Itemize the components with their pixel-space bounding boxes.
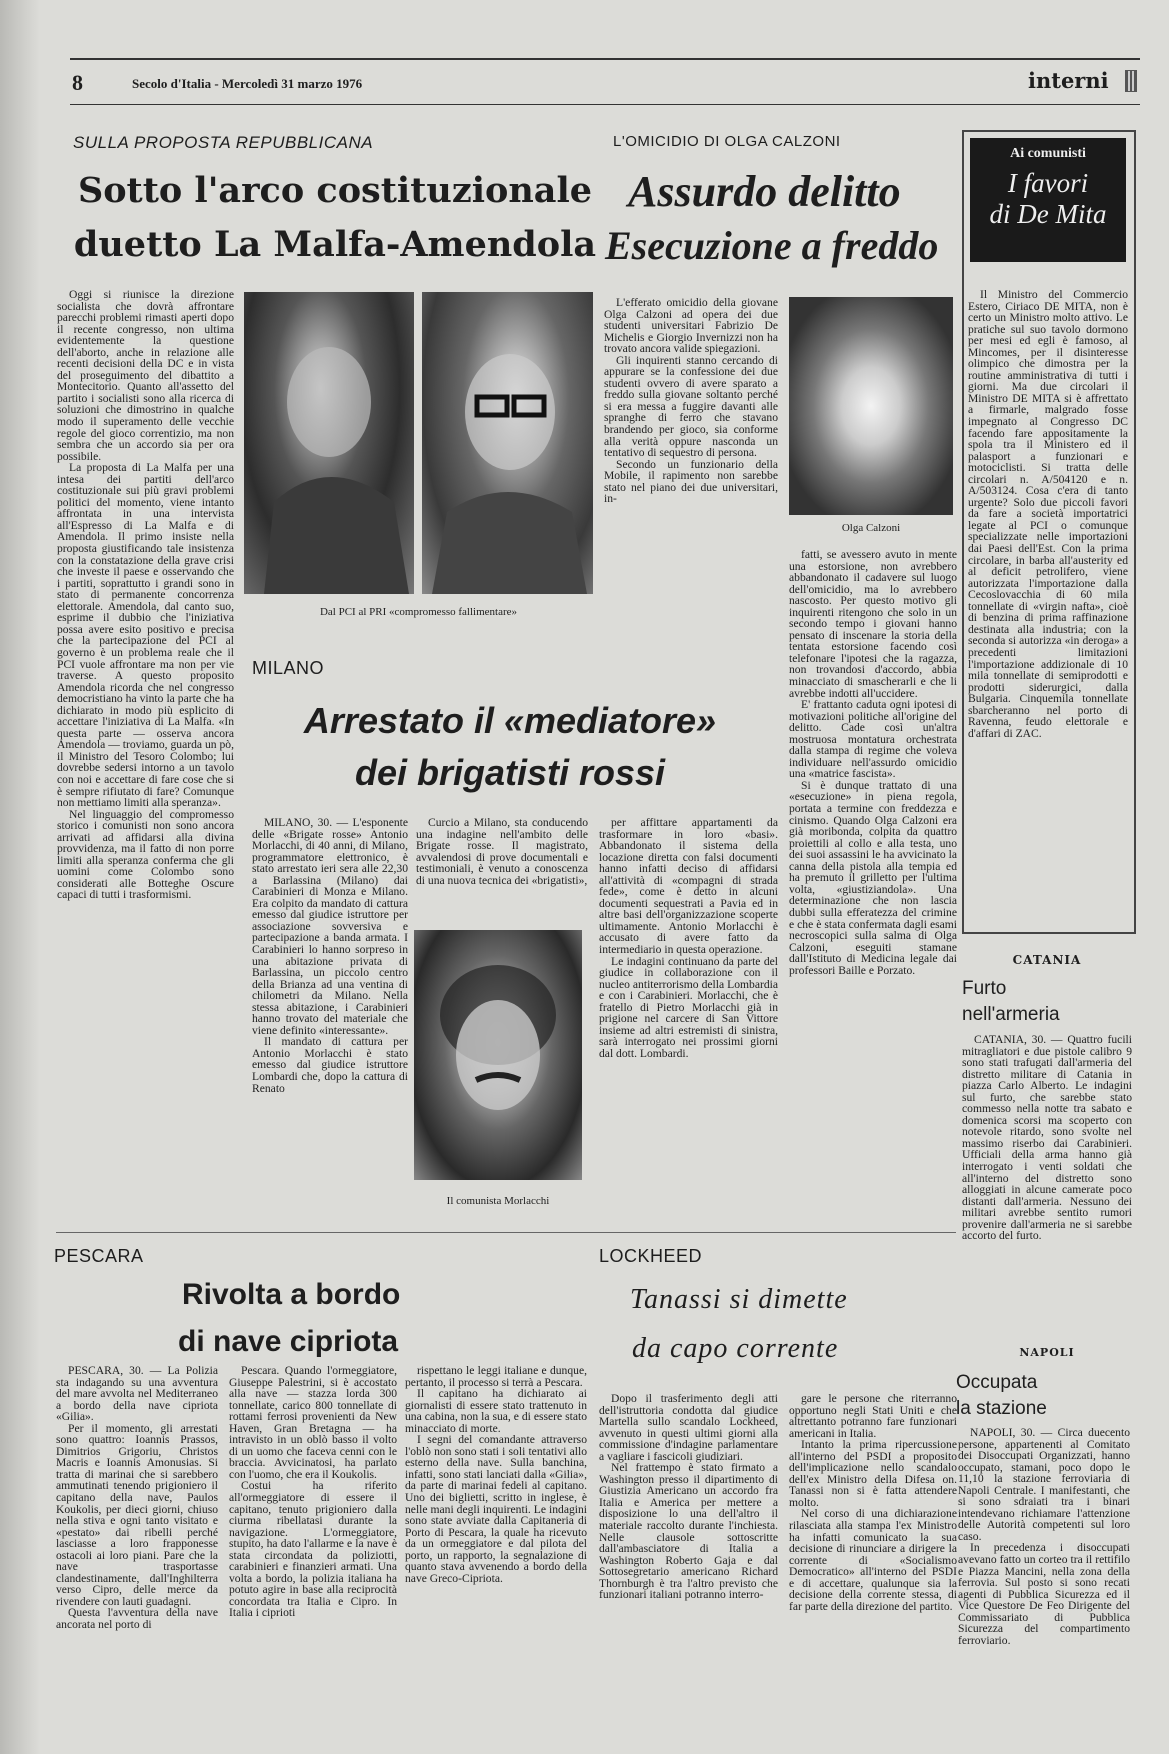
headline: Arrestato il «mediatore»: [303, 700, 717, 741]
article-column: [56, 1365, 218, 1730]
paragraph: I segni del comandante attraverso l'oblò non sono stati i soli tentativi allo esterno della nave. Sulla banchina, infatti, sono stati lanciati dalla «Gilia», da parte di marinai fedeli al capitano. Uno dei biglietti, scritto in inglese, è nelle mani degli inquirenti. Le indagini sono state avviate dalla Capitaneria di Porto di Pescara, la quale ha ricevuto da un ormeggiatore e dal pilota del porto, un rapporto, la segnalazione di quanto stava avvenendo a bordo della nave Greco-Cipriota.: [405, 1433, 587, 1585]
paragraph: MILANO, 30. — L'esponente delle «Brigate rosse» Antonio Morlacchi, di 40 anni, di Milano, programmatore elettronico, è stato arrestato ieri sera alle 22,30 a Barlassina (Milano) dai Carabinieri di Monza e Milano. Era colpito da mandato di cattura emesso dal giudice istruttore per associazione sovversiva e partecipazione a banda armata. I Carabinieri lo hanno sorpreso in una abitazione privata di Barlassina, un piccolo centro della Brianza ad una ventina di chilometri da Milano. Nella stessa abitazione, i Carabinieri hanno trovato del materiale che viene definito «interessante».: [252, 816, 408, 1037]
headline: di De Mita: [989, 199, 1107, 229]
paragraph: Secondo un funzionario della Mobile, il rapimento non sarebbe stato nel piano dei due universitari, in-: [604, 457, 778, 506]
article-column: [57, 289, 234, 1204]
headline: Furto: [962, 978, 1007, 999]
article-column: [968, 289, 1128, 921]
kicker: Ai comunisti: [1010, 146, 1086, 161]
paragraph: Il capitano ha dichiarato ai giornalisti di essere stato trattenuto in una cabina, non la sua, e di essere stato minacciato di morte.: [405, 1387, 587, 1435]
headline: Assurdo delitto: [628, 167, 901, 216]
sidebar-header: [970, 138, 1126, 262]
section-divider: [56, 1232, 956, 1233]
photo-olga-calzoni: [789, 297, 953, 515]
paragraph: Costui ha riferito all'ormeggiatore di essere il capitano, tenuto prigioniero dalla ciurma ribellatasi durante la navigazione. L'ormeggiatore, stupito, ha dato l'allarme e la nave è stata circondata da poliziotti, carabinieri e finanzieri armati. Una volta a bordo, la polizia italiana ha potuto agire in base alla reciprocità concordata tra Italia e Cipro. In Italia i ciprioti: [229, 1479, 397, 1620]
photo-caption: Dal PCI al PRI «compromesso fallimentare»: [319, 606, 518, 618]
paragraph: La proposta di La Malfa per una intesa dei partiti dell'arco costituzionale sui più gravi problemi politici del momento, viene intanto affrontata in una intervista all'Espresso di La Malfa e di Amendola. Il primo insiste nella proposta giustificando tale insistenza con la constatazione della grave crisi che investe il paese e osservando che i partiti, soprattutto i grandi sono in stato di permanente concorrenza elettorale. Amendola, dal canto suo, esprime il dubbio che l'iniziativa possa avere esito positivo e precisa che la partecipazione del PCI al governo è un problema reale che il PCI vuole affrontare ma non per vie traverse. A questo proposito Amendola ricorda che nel congresso democristiano ha vinto la parte che ha dichiarato in modo più esplicito di accettare l'iniziativa di La Malfa. «In questa parte — osserva ancora Amendola — troviamo, guarda un pò, il Ministro del Tesoro Colombo; lui dovrebbe sedersi intorno a un tavolo con noi e accettare di fare cose che si è sempre rifiutato di fare? Comunque non mettiamo limiti alla speranza».: [57, 461, 234, 810]
paragraph: PESCARA, 30. — La Polizia sta indagando su una avventura del mare avvolta nel Mediterraneo a bordo della nave cipriota «Gilia».: [56, 1364, 218, 1424]
headline: la stazione: [956, 1398, 1047, 1419]
paragraph: rispettano le leggi italiane e dunque, pertanto, il processo si terrà a Pescara.: [405, 1364, 587, 1389]
paragraph: In precedenza i disoccupati avevano fatto un corteo tra il rettifilo e Piazza Mancini, nella zona della ferrovia. Sul posto si sono recati agenti di Pubblica Sicurezza ed il Vice Questore De Feo Dirigente del Commissariato di Pubblica Sicurezza del compartimento ferroviario.: [958, 1541, 1130, 1647]
article-column: [599, 1393, 778, 1730]
portrait-icon: [244, 292, 414, 594]
header-top-rule: [70, 58, 1140, 60]
section-label: interni: [1028, 68, 1109, 93]
paragraph: Si è dunque trattato di una «esecuzione» in piena regola, portata a termine con freddezza e cinismo. Quando Olga Calzoni era già moribonda, colpita da quattro proiettili al collo e alla testa, uno dei suoi assassini le ha avvicinato la canna della pistola alla tempia ed ha premuto il grilletto per l'ultima volta, «giustiziandola». Una determinazione che non lascia dubbi sulla efferatezza del crimine e che è stata confermata dagli esami necroscopici sulla salma di Olga Calzoni, eseguiti stamane dall'Istituto di Medicina legale dai professori Baille e Porzato.: [789, 778, 957, 977]
headline: duetto La Malfa-Amendola: [73, 224, 597, 265]
article-column: [789, 549, 957, 1204]
paragraph: Nel frattempo è stato firmato a Washington presso il dipartimento di Giustizia Americano un accordo fra Italia e America per mettere a disposizione lo una dell'altro il materiale raccolto durante l'inchiesta. Nelle clausole sottoscritte dall'ambasciatore di Italia a Washington Roberto Gaja e dal Sottosegretario americano Richard Thornburgh è tra l'altro previsto che funzionari italiani potranno interro-: [599, 1461, 778, 1602]
headline: I favori: [1007, 168, 1089, 198]
article-column: [252, 817, 408, 1204]
paragraph: E' frattanto caduta ogni ipotesi di motivazioni politiche all'origine del delitto. Cade così un'altra mostruosa montatura orchestrata dalla stampa di regime che voleva individuare nell'assurdo omicidio una «matrice fascista».: [789, 698, 957, 781]
paragraph: gare le persone che riterranno opportuno negli Stati Uniti e che altrettanto potranno fare funzionari americani in Italia.: [789, 1392, 957, 1440]
headline: da capo corrente: [632, 1333, 839, 1364]
kicker: SULLA PROPOSTA REPUBBLICANA: [73, 133, 374, 152]
headline: Sotto l'arco costituzionale: [77, 170, 593, 211]
headline: Occupata: [956, 1372, 1038, 1393]
paragraph: Dopo il trasferimento degli atti dell'istruttoria condotta dal giudice Martella sullo scandalo Lockheed, avvenuto in questi ultimi giorni alla commissione d'indagine parlamentare a vagliare i fascicoli giudiziari.: [599, 1392, 778, 1463]
article-column: [416, 817, 588, 917]
article-column: [604, 297, 778, 717]
paragraph: fatti, se avessero avuto in mente una estorsione, non avrebbero abbandonato il cadavere sul luogo dell'omicidio, ma lo avrebbero nascosto. Per questo motivo gli inquirenti ritengono che solo in un secondo tempo i giovani hanno pensato di inscenare la storia della tentata estorsione facendo così telefonare l'ipotesi che la ragazza, non trovandosi d'accordo, abbia minacciato di smascherarli e che li avrebbe indotti all'uccidere.: [789, 548, 957, 700]
paragraph: L'efferato omicidio della giovane Olga Calzoni ad opera dei due studenti universitari Fabrizio De Michelis e Giorgio Invernizzi non ha trovato ancora valide spiegazioni.: [604, 296, 778, 356]
paragraph: Nel linguaggio del compromesso storico i comunisti non sono ancora arrivati ad affidarsi alla divina provvidenza, ma il fatto di non porre limiti alla speranza conferma che gli uomini come Colombo sono considerati alle Botteghe Oscure capaci di tutti i trasformismi.: [57, 807, 234, 902]
paragraph: CATANIA, 30. — Quattro fucili mitragliatori e due pistole calibro 9 sono stati trafugati dall'armeria del distretto militare di Catania in piazza Carlo Alberto. Le indagini sul furto, che sarebbe stato commesso nella notte tra sabato e domenica scorsi ma scoperto con notevole ritardo, sono svolte nel massimo riserbo dai Carabinieri. Ufficiali della arma hanno già interrogato i venti soldati che all'interno del distretto sono alloggiati in alcune camerate poco distanti dall'armeria. Nessuno dei militari avrebbe sentito rumori provenire dall'armeria ne si sarebbe accorto del furto.: [962, 1033, 1132, 1243]
paragraph: Oggi si riunisce la direzione socialista che dovrà affrontare parecchi problemi rimasti aperti dopo il recente congresso, non ultima evidentemente la questione dell'aborto, anche in relazione alle recenti decisioni della DC e in vista del proseguimento del dibattito a Montecitorio. Quanto all'assetto del partito i socialisti sono alla ricerca di soluzioni che dimostrino in qualche modo il superamento delle vecchie regole del gioco correntizio, ma non sembra che un accordo sia per ora possibile.: [57, 288, 234, 463]
dateline: CATANIA: [1012, 953, 1082, 967]
paragraph: Per il momento, gli arrestati sono quattro: Ioannis Prassos, Dimitrios Grigoriu, Christos Macris e Ioannis Amonusias. Si tratta di marinai che si sarebbero ammutinati tenendo prigioniero il capitano della nave, Paulos Koukolis, per dieci giorni, chiuso nella stiva e ogni tanto visitato e «pestato» dai ribelli perché lasciasse a loro frapponesse ostacoli ai loro piani. Pare che la nave trasportasse clandestinamente, dall'Inghilterra verso Cipro, delle merce da rivendere con lauti guadagni.: [56, 1421, 218, 1608]
headline: nell'armeria: [962, 1004, 1060, 1025]
page-edge: [0, 0, 40, 1754]
paragraph: Gli inquirenti stanno cercando di appurare se la confessione dei due studenti ovvero di avere sparato a freddo sulla giovane soltanto perché si era messa a fuggire davanti alle spranghe di ferro che stavano brandendo per gioco, sia conforme alla verità oppure nasconda un tentativo di sequestro di persona.: [604, 353, 778, 460]
headline: Tanassi si dimette: [630, 1284, 848, 1315]
paragraph: Le indagini continuano da parte del giudice in collaborazione con il nucleo antiterrorismo della Lombardia e con i Carabinieri. Morlacchi, che è fratello di Pietro Morlacchi già in prigione nel carcere di San Vittore insieme ad altri estremisti di sinistra, sarà interrogato nei prossimi giorni dal dott. Lombardi.: [599, 954, 778, 1060]
headline: dei brigatisti rossi: [354, 752, 666, 793]
headline: Esecuzione a freddo: [605, 223, 939, 268]
paragraph: Pescara. Quando l'ormeggiatore, Giuseppe Palestrini, si è accostato alla nave — stazza lorda 300 tonnellate, carico 800 tonnellate di rottami ferrosi provenienti da New Haven, Gran Bretagna — ha intravisto in un oblò basso il volto di un uomo che faceva cenni con le braccia. Avvicinatosi, ha parlato con l'uomo, che era il Koukolis.: [229, 1364, 397, 1481]
article-column: [229, 1365, 397, 1730]
kicker: PESCARA: [54, 1246, 144, 1266]
paragraph: Nel corso di una dichiarazione rilasciata alla stampa l'ex Ministro ha infatti comunicato la sua decisione di rinunciare a dirigere la corrente di «Socialismo Democratico» all'interno del PSDI e di accettare, qualunque sia la decisione della corrente stessa, di far parte della direzione del partito.: [789, 1507, 957, 1613]
photo-morlacchi: [414, 930, 582, 1180]
header-bottom-rule: [70, 104, 1140, 105]
article-column: [962, 1033, 1132, 1243]
photo-amendola: [422, 292, 593, 594]
photo-la-malfa: [244, 292, 414, 594]
kicker: L'OMICIDIO DI OLGA CALZONI: [613, 133, 841, 150]
paragraph: NAPOLI, 30. — Circa duecento persone, appartenenti al Comitato dei Disoccupati Organizzati, hanno occupato, stamani, poco dopo le 11,10 la stazione ferroviaria di Napoli Centrale. I manifestanti, che si sono sdraiati tra i binari intendevano richiamare l'attenzione delle Autorità competenti sul loro caso.: [958, 1426, 1130, 1543]
paragraph: per affittare appartamenti da trasformare in loro «basi». Abbandonato il sistema della locazione diretta con falsi documenti hanno infatti deciso di affidarsi all'attività di «compagni di strada fede», come è detto in alcuni documenti sequestrati a Pavia ed in altre basi dell'organizzazione scoperte ultimamente. Antonio Morlacchi è accusato di avere fatto da intermediario in questa operazione.: [599, 816, 778, 957]
portrait-icon: [422, 292, 593, 594]
paragraph: Intanto la prima ripercussione all'interno del PSDI a proposito dell'implicazione nello scandalo dell'ex Ministro della Difesa on. Tanassi non si è fatta attendere molto.: [789, 1438, 957, 1509]
article-column: [789, 1393, 957, 1730]
dateline: NAPOLI: [1019, 1346, 1075, 1359]
headline: Rivolta a bordo: [182, 1278, 401, 1311]
kicker: MILANO: [252, 658, 325, 678]
headline: di nave cipriota: [178, 1325, 399, 1358]
paragraph: Curcio a Milano, sta conducendo una indagine nell'ambito delle Brigate rosse. Il magistrato, avvalendosi di prove documentali e testimoniali, è venuto a conoscenza di una nuova tecnica dei «brigatisti»,: [416, 816, 588, 887]
masthead: Secolo d'Italia - Mercoledì 31 marzo 1976: [132, 76, 363, 91]
article-column: [599, 817, 778, 1204]
photo-caption: Olga Calzoni: [841, 522, 901, 534]
paragraph: Questa l'avventura della nave ancorata nel porto di: [56, 1606, 218, 1632]
portrait-icon: [414, 930, 582, 1180]
page-number: 8: [72, 70, 83, 95]
article-column: [405, 1365, 587, 1730]
photo-caption: Il comunista Morlacchi: [446, 1195, 550, 1207]
section-marker: [1125, 70, 1137, 92]
paragraph: Il Ministro del Commercio Estero, Ciriaco DE MITA, non è certo un Ministro molto attivo. Le pratiche sul suo tavolo dormono per mesi ed egli è famoso, al Mincomes, per il disinteresse olimpico che dimostra per la routine amministrativa di tutti i giorni. Ma due circolari il Ministro DE MITA si è affrettato a firmarle, malgrado fosse impegnato al Congresso DC facendo fare appositamente la spola tra il Ministero ed il palasport a funzionari e motociclisti. Si tratta delle circolari n. A/504120 e n. A/503124. Cosa c'era di tanto urgente? Solo due piccoli favori da fare a società importatrici legate al PCI o comunque specializzate nelle importazioni dai Paesi dell'Est. Con la prima circolare, in barba all'austerity ed al deficit petrolifero, viene autorizzata l'importazione dalla Cecoslovacchia di 60 mila tonnellate di «virgin nafta», cioè di benzina di prima raffinazione destinata alla industria; con la seconda si autorizza «in deroga» a precedenti limitazioni l'importazione addizionale di 10 mila tonnellate di semiprodotti e prodotti siderurgici, dalla Bulgaria. Cinquemila tonnellate sbarcheranno nel porto di Ravenna, feudo elettorale e d'affari di ZAC.: [968, 288, 1128, 740]
kicker: LOCKHEED: [599, 1246, 703, 1266]
paragraph: Il mandato di cattura per Antonio Morlacchi è stato emesso dal giudice istruttore Lombardi che, dopo la cattura di Renato: [252, 1035, 408, 1095]
article-column: [958, 1427, 1130, 1730]
